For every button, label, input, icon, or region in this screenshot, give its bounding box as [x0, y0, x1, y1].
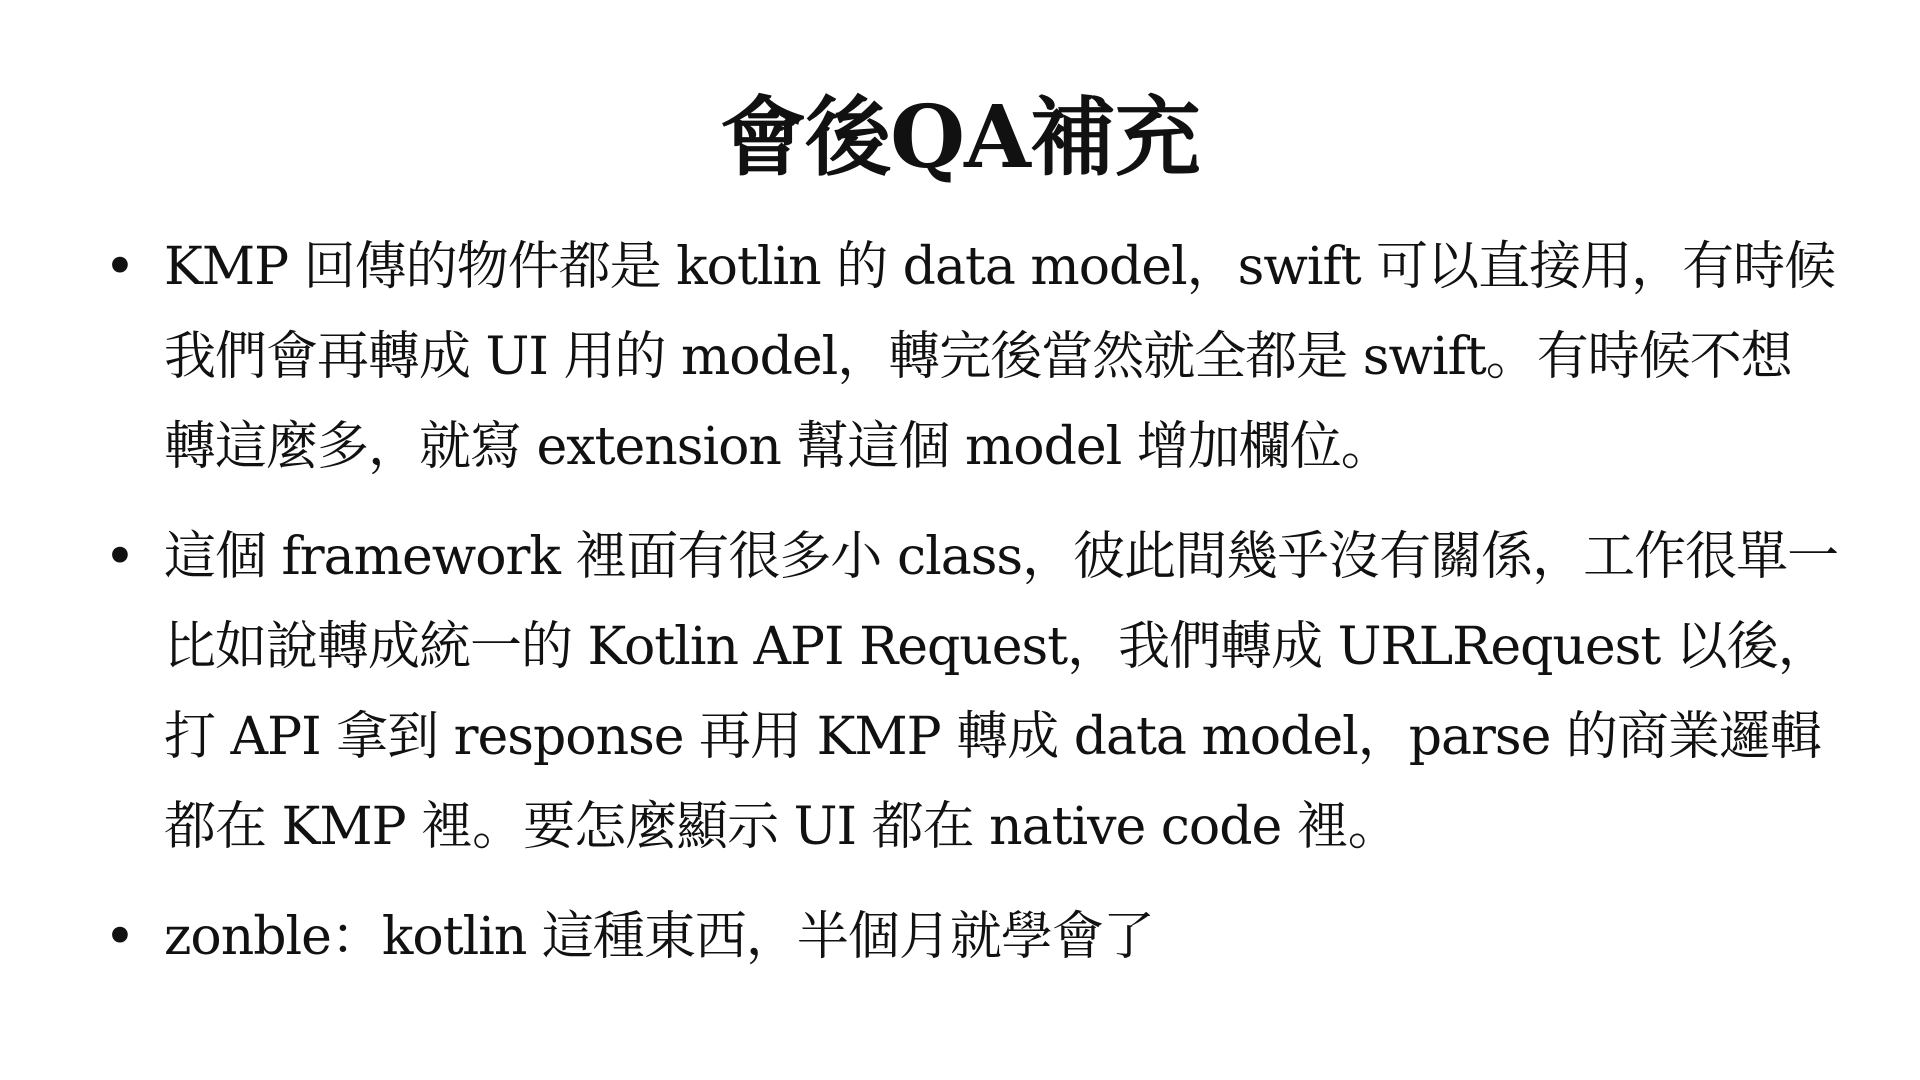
- bullet-item: [100, 512, 1840, 872]
- bullet-dot-icon: •: [104, 905, 136, 968]
- slide-title: 會後QA補充: [720, 87, 1200, 188]
- bullet-dot-icon: •: [104, 235, 136, 298]
- bullet-text: zonble：kotlin 這種東西，半個月就學會了: [164, 907, 1154, 967]
- bullet-item: [100, 222, 1840, 492]
- bullet-text: KMP 回傳的物件都是 kotlin 的 data model，swift 可以直接用，有時候我們會再轉成 UI 用的 model，轉完後當然就全都是 swift。有時候不想轉這麼多，就寫 extension 幫這個 model 增加欄位。: [164, 237, 1836, 477]
- bullet-item: [100, 892, 1840, 982]
- bullet-dot-icon: •: [104, 525, 136, 588]
- bullet-list: [100, 222, 1840, 1002]
- bullet-text: 這個 framework 裡面有很多小 class，彼此間幾乎沒有關係，工作很單一比如說轉成統一的 Kotlin API Request，我們轉成 URLRequest 以後，打 API 拿到 response 再用 KMP 轉成 data model，parse 的商業邏輯都在 KMP 裡。要怎麼顯示 UI 都在 native code 裡。: [164, 527, 1839, 857]
